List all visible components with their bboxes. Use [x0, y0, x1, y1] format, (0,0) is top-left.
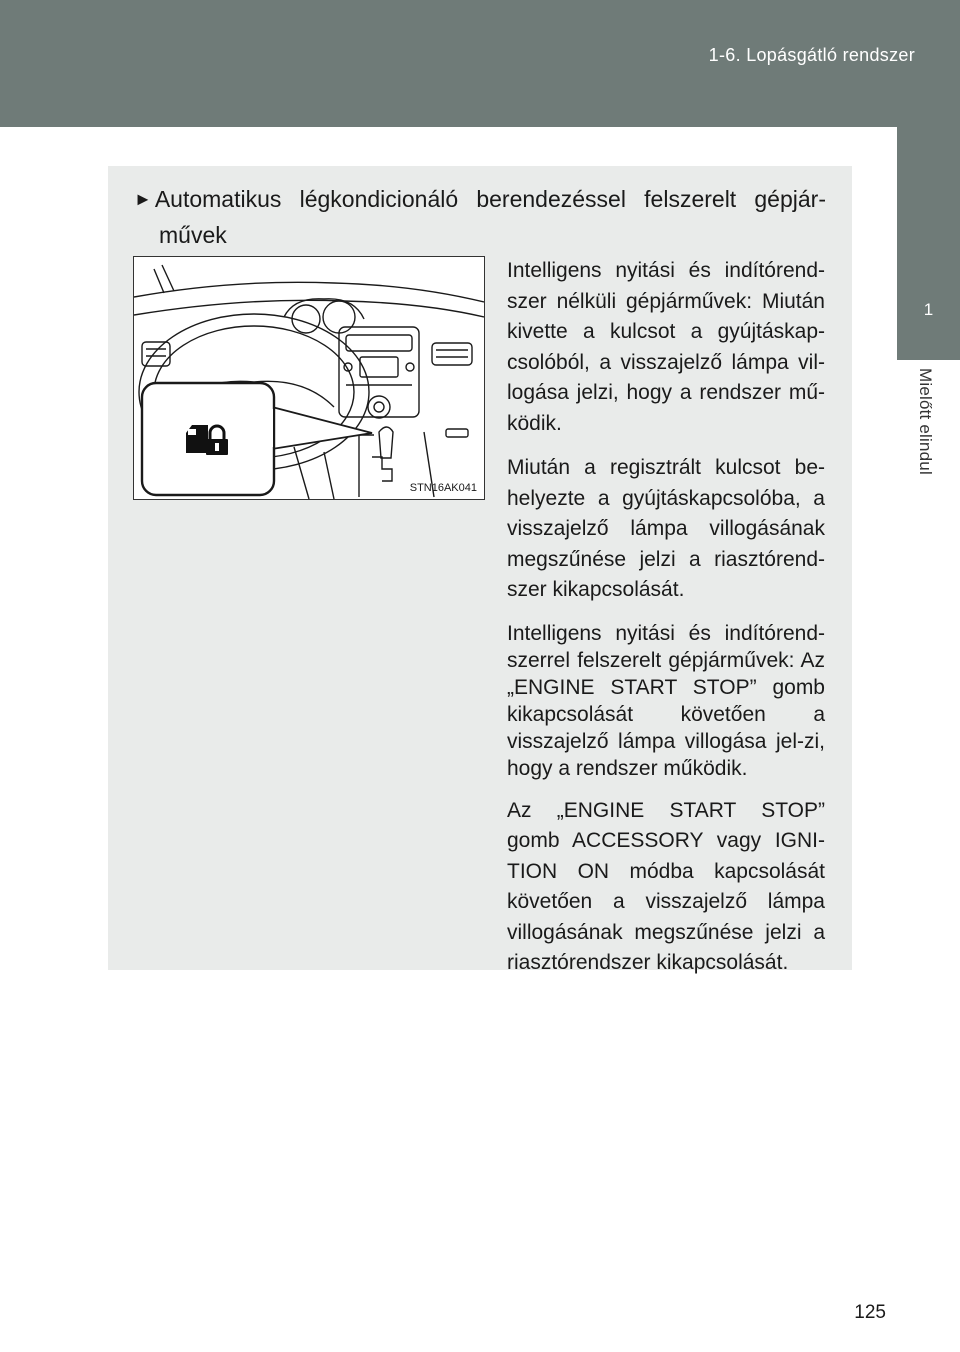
page-header [0, 0, 960, 127]
paragraph-3: Intelligens nyitási és indítórend-szerrel felszerelt gépjárművek: Az „ENGINE START STOP” gomb kikapcsolását követően a visszajelző lámpa villogása jel-zi, hogy a rendszer működik. [507, 621, 825, 780]
dashboard-drawing [134, 257, 484, 499]
chapter-number: 1 [923, 300, 934, 319]
heading-line-1 [134, 181, 826, 217]
paragraph-2: Miután a regisztrált kulcsot be-helyezte a gyújtáskapcsolóba, a visszajelző lámpa villogásának megszűnése jelzi a riasztórend-szer kikapcsolását. [507, 456, 825, 601]
dashboard-illustration [133, 256, 485, 500]
chapter-label: Mielőtt elindul [916, 368, 935, 475]
heading-text-2: művek [159, 222, 227, 248]
text-column [507, 256, 825, 993]
paragraph-1: Intelligens nyitási és indítórend-szer nélküli gépjárművek: Miután kivette a kulcsot a gyújtáskap-csolóból, a visszajelző lámpa vil-logása jelzi, hogy a rendszer mű-ködik. [507, 259, 825, 435]
section-title: 1-6. Lopásgátló rendszer [708, 45, 915, 65]
heading-text-1: Automatikus légkondicionáló berendezéssel felszerelt gépjár- [154, 186, 826, 212]
chapter-tab [897, 127, 960, 360]
right-triangle-icon: ► [134, 189, 152, 209]
page-number: 125 [854, 1302, 886, 1323]
paragraph-4: Az „ENGINE START STOP” gomb ACCESSORY vagy IGNI-TION ON módba kapcsolását követően a visszajelző lámpa villogásának megszűnése jelzi a riasztórendszer kikapcsolását. [507, 798, 825, 974]
car-lock-indicator-icon [186, 425, 228, 455]
figure-code: STN16AK041 [409, 482, 477, 494]
section-heading [134, 181, 826, 253]
